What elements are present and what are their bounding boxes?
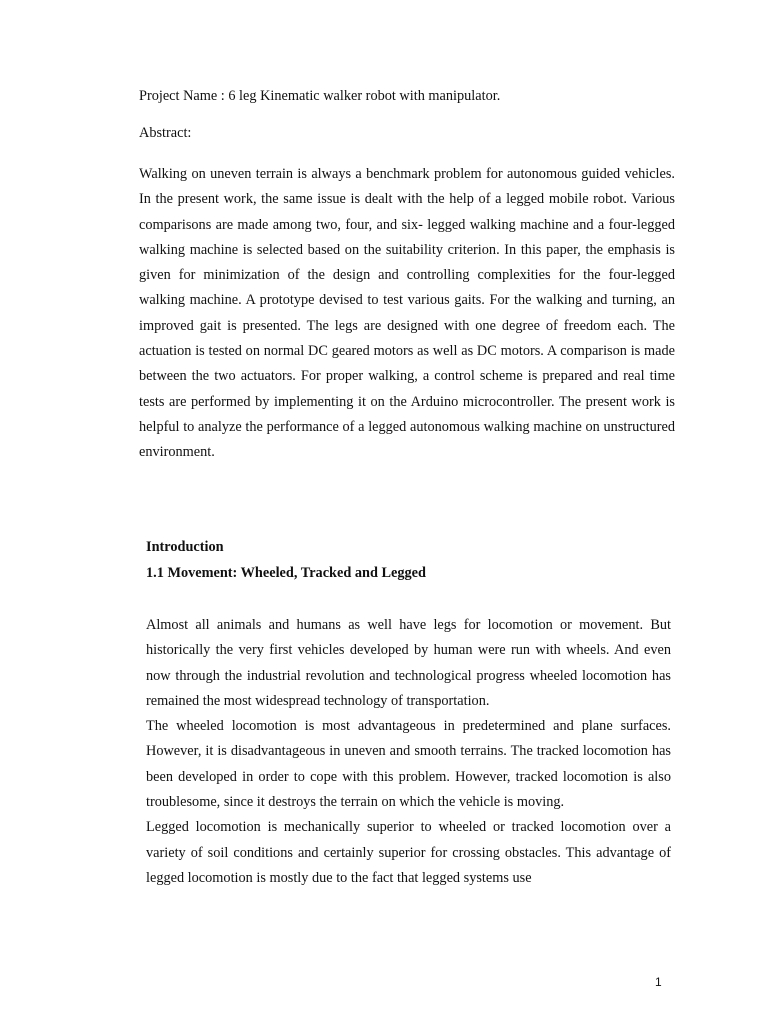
section-heading: 1.1 Movement: Wheeled, Tracked and Legged (146, 565, 426, 581)
intro-paragraph: The wheeled locomotion is most advantageous in predetermined and plane surfaces. However, it is disadvantageous in uneven and smooth terrains. The tracked locomotion has been developed in order to cope with this problem. However, tracked locomotion is also troublesome, since it destroys the terrain on which the vehicle is moving. (146, 718, 671, 811)
abstract-paragraph: Walking on uneven terrain is always a benchmark problem for autonomous guided vehicles. In the present work, the same issue is dealt with the help of a legged mobile robot. Various comparisons are made among two, four, and six- legged walking machine and a four-legged walking machine is selected based on the suitability criterion. In this paper, the emphasis is given for minimization of the design and controlling complexities for the four-legged walking machine. A prototype devised to test various gaits. For the walking and turning, an improved gait is presented. The legs are designed with one degree of freedom each. The actuation is tested on normal DC geared motors as well as DC motors. A comparison is made between the two actuators. For proper walking, a control scheme is prepared and real time tests are performed by implementing it on the Arduino microcontroller. The present work is helpful to analyze the performance of a legged autonomous walking machine on unstructured environment. (139, 166, 675, 461)
page-number: 1 (655, 975, 662, 989)
intro-paragraph: Legged locomotion is mechanically superior to wheeled or tracked locomotion over a variety of soil conditions and certainly superior for crossing obstacles. This advantage of legged locomotion is mostly due to the fact that legged systems use (146, 819, 671, 886)
intro-paragraph: Almost all animals and humans as well have legs for locomotion or movement. But historically the very first vehicles developed by human were run with wheels. And even now through the industrial revolution and technological progress wheeled locomotion has remained the most widespread technology of transportation. (146, 617, 671, 709)
project-name: Project Name : 6 leg Kinematic walker robot with manipulator. (139, 88, 501, 104)
introduction-heading: Introduction (146, 539, 224, 555)
introduction-body (146, 613, 671, 891)
abstract-heading: Abstract: (139, 125, 192, 141)
